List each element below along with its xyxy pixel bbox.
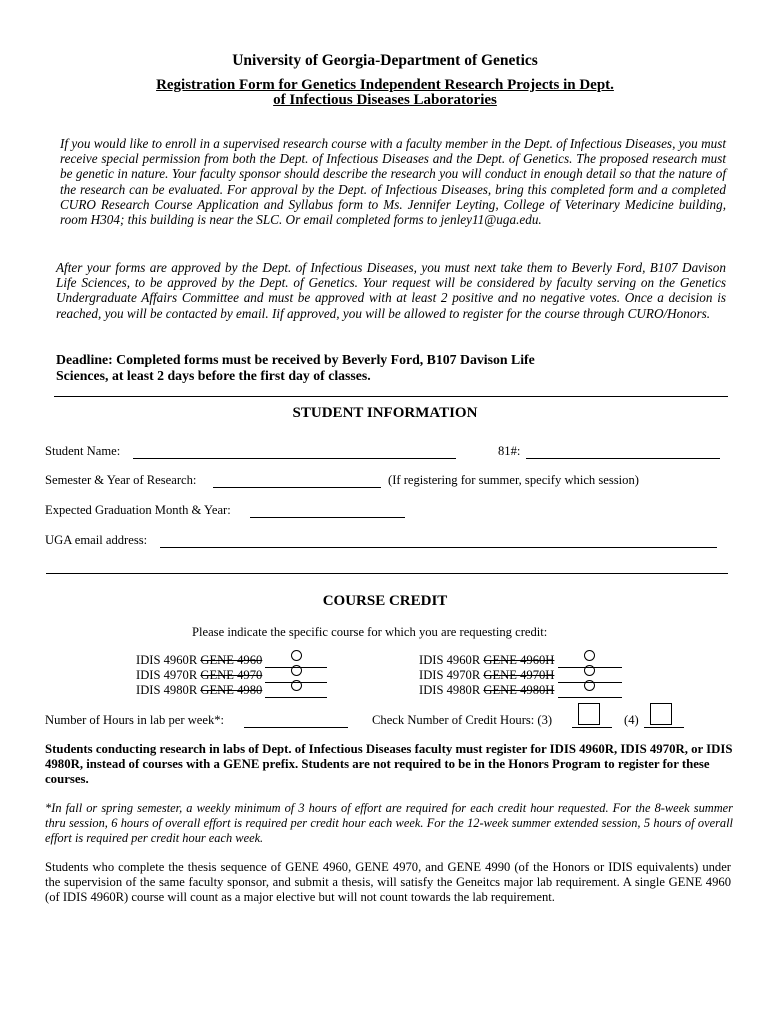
deadline-line-2: Sciences, at least 2 days before the first day of classes. — [56, 368, 371, 383]
old-course-code: GENE 4980H — [483, 683, 555, 697]
credit-3-line — [572, 703, 612, 728]
course-code: IDIS 4960R — [419, 653, 481, 667]
divider-middle — [46, 573, 728, 574]
radio-icon[interactable] — [291, 650, 302, 661]
course-right-3[interactable] — [419, 683, 622, 699]
radio-icon[interactable] — [291, 680, 302, 691]
old-course-code: GENE 4960 — [200, 653, 263, 667]
course-instruction: Please indicate the specific course for which you are requesting credit: — [192, 625, 548, 639]
course-code: IDIS 4980R — [419, 683, 481, 697]
form-subtitle-line1: Registration Form for Genetics Independent Research Projects in Dept. — [156, 77, 614, 93]
course-left-3[interactable] — [136, 683, 327, 699]
course-code: IDIS 4970R — [419, 668, 481, 682]
graduation-field[interactable] — [250, 517, 405, 518]
registration-note: Students conducting research in labs of Dept. of Infectious Diseases faculty must register for IDIS 4960R, IDIS 4970R, or IDIS 4980R, instead of courses with a GENE prefix. Students are not required to be in the Honors Program to register for these courses. — [45, 742, 733, 786]
hours-label: Number of Hours in lab per week*: — [45, 713, 225, 727]
intro-paragraph-2: After your forms are approved by the Dept. of Infectious Diseases, you must next take them to Beverly Ford, B107 Davison Life Sciences, to be approved by the Dept. of Genetics. Your request will be considered by faculty serving on the Genetics Undergraduate Affairs Committee and must be approved with at least 2 positive and no negative votes. Once a decision is reached, you will be contacted by email. Iif approved, you will be allowed to register for the course through CURO/Honors. — [56, 260, 726, 321]
radio-icon[interactable] — [584, 650, 595, 661]
old-course-code: GENE 4960H — [483, 653, 555, 667]
hours-field[interactable] — [244, 727, 348, 728]
student-name-label: Student Name: — [45, 444, 121, 458]
deadline-line-1: Deadline: Completed forms must be received by Beverly Ford, B107 Davison Life — [56, 352, 535, 367]
course-credit-heading: COURSE CREDIT — [322, 593, 448, 609]
credit-4-checkbox[interactable] — [650, 703, 672, 725]
intro-paragraph-1: If you would like to enroll in a supervised research course with a faculty member in the Dept. of Infectious Diseases, you must receive special permission from both the Dept. of Infectious Diseases and the Dept. of Genetics. The proposed research must be genetic in nature. Your faculty sponsor should describe the research you will conduct in enough detail so that the nature of the research can be evaluated. For approval by the Dept. of Infectious Diseases, bring this completed form and a completed CURO Research Course Application and Syllabus form to Ms. Jennifer Leyting, College of Veterinary Medicine building, room H304; this building is near the SLC. Or email completed forms to jenley11@uga.edu. — [60, 136, 726, 228]
student-name-field[interactable] — [133, 458, 456, 459]
old-course-code: GENE 4970 — [200, 668, 263, 682]
semester-field[interactable] — [213, 487, 381, 488]
form-title: University of Georgia-Department of Genetics — [232, 52, 538, 69]
course-select-line[interactable] — [265, 682, 327, 698]
student-id-field[interactable] — [526, 458, 720, 459]
course-select-line[interactable] — [558, 682, 622, 698]
radio-icon[interactable] — [584, 665, 595, 676]
deadline-notice — [56, 352, 535, 384]
course-code: IDIS 4960R — [136, 653, 198, 667]
divider-top — [54, 396, 728, 397]
old-course-code: GENE 4970H — [483, 668, 555, 682]
credit-hours-label: Check Number of Credit Hours: (3) — [372, 713, 553, 727]
student-info-heading: STUDENT INFORMATION — [292, 405, 478, 421]
credit-4-line — [644, 703, 684, 728]
effort-footnote: *In fall or spring semester, a weekly minimum of 3 hours of effort are required for each credit hour requested. For the 8-week summer thru session, 6 hours of overall effort is required per credit hour each week. For the 12-week summer extended session, 5 hours of overall effort is required per credit hour each week. — [45, 801, 733, 845]
thesis-note: Students who complete the thesis sequence of GENE 4960, GENE 4970, and GENE 4990 (of the Honors or IDIS equivalents) under the supervision of the same faculty sponsor, and submit a thesis, will satisfy the Geneitcs major lab requirement. A single GENE 4960 (of IDIS 4960R) course will count as a major elective but will not count towards the lab requirement. — [45, 860, 731, 904]
summer-session-note: (If registering for summer, specify which session) — [388, 473, 639, 487]
course-code: IDIS 4970R — [136, 668, 198, 682]
credit-4-label: (4) — [624, 713, 639, 727]
email-field[interactable] — [160, 547, 717, 548]
course-code: IDIS 4980R — [136, 683, 198, 697]
email-label: UGA email address: — [45, 533, 148, 547]
student-id-label: 81#: — [498, 444, 521, 458]
semester-label: Semester & Year of Research: — [45, 473, 197, 487]
credit-3-checkbox[interactable] — [578, 703, 600, 725]
form-subtitle-line2: of Infectious Diseases Laboratories — [273, 92, 497, 108]
graduation-label: Expected Graduation Month & Year: — [45, 503, 231, 517]
old-course-code: GENE 4980 — [200, 683, 263, 697]
radio-icon[interactable] — [291, 665, 302, 676]
radio-icon[interactable] — [584, 680, 595, 691]
